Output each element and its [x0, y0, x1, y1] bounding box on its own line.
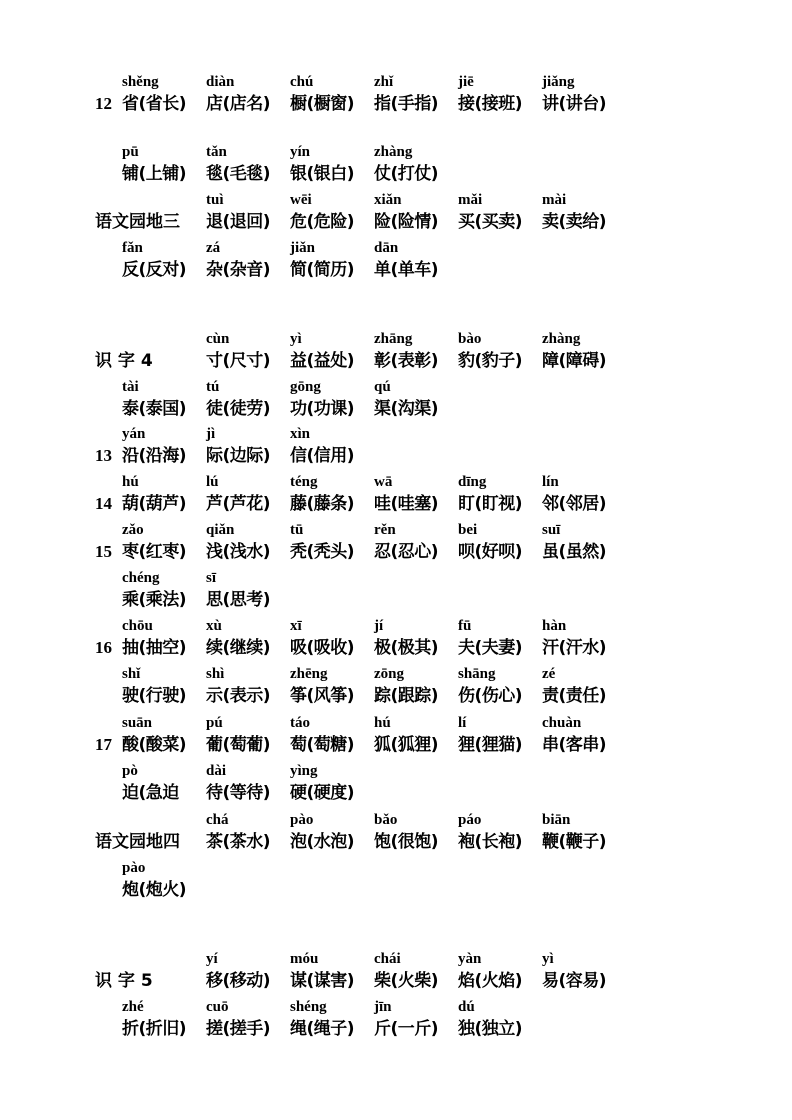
pinyin: biān [542, 812, 571, 828]
character-word: 危(危险) [290, 212, 355, 232]
character-word: 寸(尺寸) [206, 351, 271, 371]
character-word: 虽(虽然) [542, 542, 607, 562]
character-word: 铺(上铺) [122, 164, 187, 184]
pinyin: jiǎng [542, 74, 575, 90]
character-word: 思(思考) [206, 590, 271, 610]
character-word: 柴(火柴) [374, 971, 439, 991]
pinyin: tū [290, 522, 304, 538]
character-word: 搓(搓手) [206, 1019, 271, 1039]
lesson-label: 15 [95, 542, 112, 561]
pinyin: sī [206, 570, 217, 586]
pinyin: gōng [290, 379, 321, 395]
pinyin: shéng [290, 999, 327, 1015]
character-word: 指(手指) [374, 94, 439, 114]
pinyin: jiǎn [290, 240, 316, 256]
pinyin: xìn [290, 426, 311, 442]
pinyin: chéng [122, 570, 160, 586]
character-word: 折(折旧) [122, 1019, 187, 1039]
character-word: 益(益处) [290, 351, 355, 371]
pinyin: zhàng [542, 331, 581, 347]
pinyin: jiē [458, 74, 474, 90]
lesson-label: 语文园地三 [95, 212, 180, 232]
pinyin: dài [206, 763, 227, 779]
pinyin: tú [206, 379, 220, 395]
character-word: 徒(徒劳) [206, 399, 271, 419]
lesson-label: 12 [95, 94, 112, 113]
character-word: 信(信用) [290, 446, 355, 466]
pinyin: xiǎn [374, 192, 402, 208]
character-word: 讲(讲台) [542, 94, 607, 114]
lesson-label: 语文园地四 [95, 832, 180, 852]
character-word: 接(接班) [458, 94, 523, 114]
pinyin: zǎo [122, 522, 144, 538]
character-word: 狐(狐狸) [374, 735, 439, 755]
character-word: 店(店名) [206, 94, 271, 114]
character-word: 焰(火焰) [458, 971, 523, 991]
pinyin: zé [542, 666, 556, 682]
character-word: 串(客串) [542, 735, 607, 755]
character-word: 硬(硬度) [290, 783, 355, 803]
character-word: 萄(萄糖) [290, 735, 355, 755]
pinyin: chá [206, 812, 229, 828]
character-word: 吸(吸收) [290, 638, 355, 658]
pinyin: cùn [206, 331, 230, 347]
character-word: 泡(水泡) [290, 832, 355, 852]
character-word: 汗(汗水) [542, 638, 607, 658]
pinyin: tǎn [206, 144, 227, 160]
pinyin: pào [122, 860, 146, 876]
pinyin: pào [290, 812, 314, 828]
pinyin: chuàn [542, 715, 582, 731]
character-word: 忍(忍心) [374, 542, 439, 562]
pinyin: mǎi [458, 192, 483, 208]
pinyin: yí [206, 951, 218, 967]
pinyin: shì [206, 666, 225, 682]
lesson-label: 识 字 4 [95, 351, 153, 371]
character-word: 袍(长袍) [458, 832, 523, 852]
pinyin: chōu [122, 618, 153, 634]
character-word: 邻(邻居) [542, 494, 607, 514]
pinyin: hú [374, 715, 391, 731]
pinyin: mài [542, 192, 567, 208]
character-word: 省(省长) [122, 94, 187, 114]
lesson-label: 16 [95, 638, 112, 657]
pinyin: bào [458, 331, 482, 347]
character-word: 退(退回) [206, 212, 271, 232]
pinyin: cuō [206, 999, 229, 1015]
pinyin: rěn [374, 522, 396, 538]
character-word: 独(独立) [458, 1019, 523, 1039]
character-word: 示(表示) [206, 686, 271, 706]
pinyin: hàn [542, 618, 567, 634]
pinyin: dú [458, 999, 475, 1015]
character-word: 杂(杂音) [206, 260, 271, 280]
pinyin: xù [206, 618, 222, 634]
pinyin: dān [374, 240, 399, 256]
character-word: 待(等待) [206, 783, 271, 803]
character-word: 绳(绳子) [290, 1019, 355, 1039]
pinyin: bǎo [374, 812, 398, 828]
pinyin: chái [374, 951, 401, 967]
pinyin: qú [374, 379, 391, 395]
pinyin: lín [542, 474, 559, 490]
character-word: 单(单车) [374, 260, 439, 280]
pinyin: téng [290, 474, 318, 490]
character-word: 哇(哇塞) [374, 494, 439, 514]
character-word: 际(边际) [206, 446, 271, 466]
character-word: 斤(一斤) [374, 1019, 439, 1039]
pinyin: zhàng [374, 144, 413, 160]
character-word: 易(容易) [542, 971, 607, 991]
character-word: 橱(橱窗) [290, 94, 355, 114]
character-word: 酸(酸菜) [122, 735, 187, 755]
character-word: 鞭(鞭子) [542, 832, 607, 852]
lesson-label: 17 [95, 735, 112, 754]
character-word: 银(银白) [290, 164, 355, 184]
pinyin: zhǐ [374, 74, 394, 90]
character-word: 呗(好呗) [458, 542, 523, 562]
character-word: 筝(风筝) [290, 686, 355, 706]
pinyin: zá [206, 240, 221, 256]
pinyin: zhé [122, 999, 144, 1015]
character-word: 秃(秃头) [290, 542, 355, 562]
pinyin: yì [542, 951, 554, 967]
character-word: 饱(很饱) [374, 832, 439, 852]
character-word: 续(继续) [206, 638, 271, 658]
character-word: 极(极其) [374, 638, 439, 658]
pinyin: xī [290, 618, 302, 634]
pinyin: suī [542, 522, 561, 538]
pinyin: zōng [374, 666, 404, 682]
character-word: 彰(表彰) [374, 351, 439, 371]
character-word: 谋(谋害) [290, 971, 355, 991]
pinyin: lú [206, 474, 219, 490]
pinyin: zhāng [374, 331, 413, 347]
pinyin: pú [206, 715, 223, 731]
pinyin: chú [290, 74, 314, 90]
pinyin: jì [206, 426, 216, 442]
pinyin: pò [122, 763, 138, 779]
character-word: 炮(炮火) [122, 880, 187, 900]
character-word: 险(险情) [374, 212, 439, 232]
character-word: 仗(打仗) [374, 164, 439, 184]
pinyin: yì [290, 331, 302, 347]
pinyin: lí [458, 715, 467, 731]
character-word: 迫(急迫 [122, 783, 179, 803]
character-word: 狸(狸猫) [458, 735, 523, 755]
character-word: 藤(藤条) [290, 494, 355, 514]
character-word: 枣(红枣) [122, 542, 187, 562]
pinyin: qiǎn [206, 522, 235, 538]
pinyin: fǎn [122, 240, 143, 256]
character-word: 抽(抽空) [122, 638, 187, 658]
pinyin: shǐ [122, 666, 141, 682]
character-word: 渠(沟渠) [374, 399, 439, 419]
character-word: 夫(夫妻) [458, 638, 523, 658]
lesson-label: 14 [95, 494, 112, 513]
character-word: 芦(芦花) [206, 494, 271, 514]
pinyin: pū [122, 144, 139, 160]
pinyin: yàn [458, 951, 482, 967]
pinyin: páo [458, 812, 482, 828]
character-word: 踪(跟踪) [374, 686, 439, 706]
character-word: 毯(毛毯) [206, 164, 271, 184]
lesson-label: 13 [95, 446, 112, 465]
character-word: 豹(豹子) [458, 351, 523, 371]
pinyin: yìng [290, 763, 318, 779]
character-word: 移(移动) [206, 971, 271, 991]
character-word: 功(功课) [290, 399, 355, 419]
pinyin: táo [290, 715, 310, 731]
character-word: 卖(卖给) [542, 212, 607, 232]
character-word: 沿(沿海) [122, 446, 187, 466]
pinyin: yín [290, 144, 311, 160]
lesson-label: 识 字 5 [95, 971, 153, 991]
character-word: 泰(泰国) [122, 399, 187, 419]
pinyin: diàn [206, 74, 235, 90]
character-word: 简(简历) [290, 260, 355, 280]
pinyin: dīng [458, 474, 487, 490]
character-word: 茶(茶水) [206, 832, 271, 852]
pinyin: yán [122, 426, 146, 442]
character-word: 盯(盯视) [458, 494, 523, 514]
pinyin: hú [122, 474, 139, 490]
pinyin: jīn [374, 999, 392, 1015]
pinyin: shāng [458, 666, 496, 682]
character-word: 障(障碍) [542, 351, 607, 371]
pinyin: bei [458, 522, 478, 538]
character-word: 伤(伤心) [458, 686, 523, 706]
pinyin: zhēng [290, 666, 328, 682]
character-word: 驶(行驶) [122, 686, 187, 706]
pinyin: jí [374, 618, 384, 634]
pinyin: móu [290, 951, 319, 967]
character-word: 买(买卖) [458, 212, 523, 232]
character-word: 浅(浅水) [206, 542, 271, 562]
character-word: 葡(萄葡) [206, 735, 271, 755]
character-word: 葫(葫芦) [122, 494, 187, 514]
character-word: 反(反对) [122, 260, 187, 280]
pinyin: wā [374, 474, 393, 490]
pinyin: tuì [206, 192, 224, 208]
character-word: 乘(乘法) [122, 590, 187, 610]
pinyin: suān [122, 715, 153, 731]
pinyin: fū [458, 618, 472, 634]
pinyin: wēi [290, 192, 312, 208]
pinyin: tài [122, 379, 139, 395]
pinyin: shěng [122, 74, 159, 90]
character-word: 责(责任) [542, 686, 607, 706]
